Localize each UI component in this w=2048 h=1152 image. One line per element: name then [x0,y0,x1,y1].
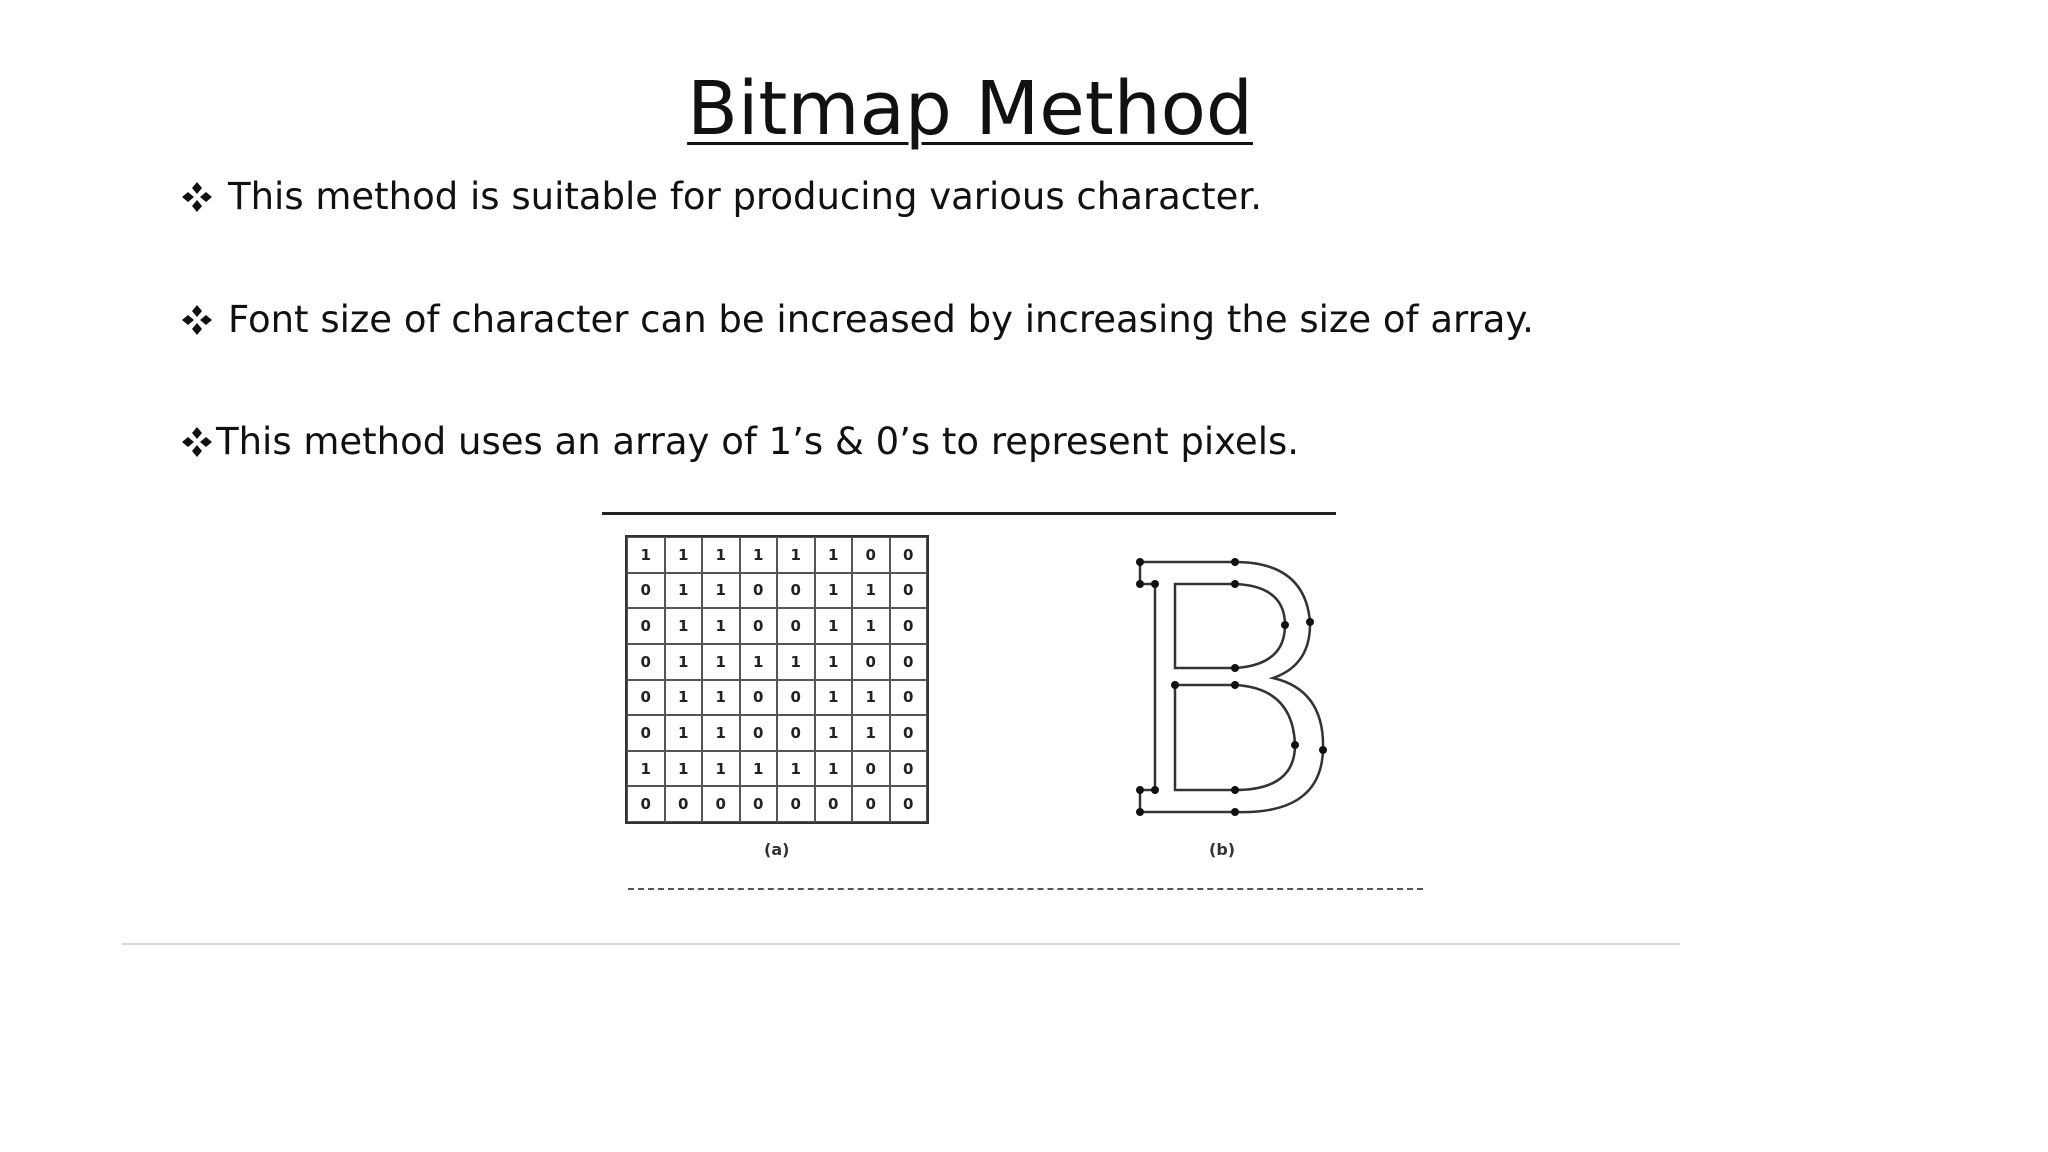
bitmap-cell: 1 [777,644,815,680]
bitmap-cell: 1 [815,644,853,680]
bitmap-cell: 0 [627,715,665,751]
bitmap-cell: 0 [777,715,815,751]
bitmap-cell: 0 [627,786,665,822]
bitmap-cell: 0 [890,573,928,609]
slide-divider [122,943,1680,945]
bitmap-cell: 0 [665,786,703,822]
bitmap-cell: 1 [665,573,703,609]
bitmap-cell: 1 [665,715,703,751]
bitmap-cell: 1 [777,537,815,573]
bitmap-cell: 0 [627,573,665,609]
bitmap-cell: 0 [740,573,778,609]
bitmap-cell: 1 [627,751,665,787]
bitmap-cell: 0 [852,537,890,573]
four-diamond-ornament-icon [180,180,214,214]
slide-title: Bitmap Method [687,66,1253,152]
bitmap-cell: 1 [665,751,703,787]
bitmap-cell: 0 [852,644,890,680]
bitmap-cell: 0 [890,786,928,822]
bitmap-cell: 1 [702,573,740,609]
figure-caption-a: (a) [764,840,790,859]
bitmap-cell: 1 [852,680,890,716]
bitmap-cell: 1 [777,751,815,787]
bitmap-cell: 1 [665,680,703,716]
figure-top-rule [602,512,1336,515]
bitmap-cell: 0 [890,644,928,680]
bitmap-cell: 0 [777,786,815,822]
bullet-item [180,420,1299,464]
bitmap-cell: 0 [852,786,890,822]
bitmap-cell: 0 [890,608,928,644]
bitmap-cell: 0 [852,751,890,787]
bullet-text: This method uses an array of 1’s & 0’s to represent pixels. [216,420,1300,463]
bitmap-cell: 1 [702,608,740,644]
bitmap-cell: 1 [740,537,778,573]
bitmap-cell: 0 [627,644,665,680]
bitmap-cell: 1 [702,537,740,573]
bitmap-cell: 1 [740,644,778,680]
bitmap-cell: 0 [777,573,815,609]
bitmap-cell: 0 [627,608,665,644]
letter-b-outline-figure [1125,550,1345,830]
bullet-item [180,175,1262,219]
bitmap-cell: 1 [815,751,853,787]
bitmap-cell: 1 [815,715,853,751]
bitmap-cell: 0 [777,680,815,716]
bitmap-cell: 0 [890,751,928,787]
bullet-text: Font size of character can be increased by increasing the size of array. [228,298,1534,341]
bitmap-cell: 0 [890,680,928,716]
bitmap-cell: 1 [665,644,703,680]
bitmap-cell: 0 [890,537,928,573]
bitmap-grid [625,535,929,824]
bitmap-cell: 0 [777,608,815,644]
bitmap-cell: 0 [627,680,665,716]
figure-bottom-rule [628,888,1423,890]
bitmap-cell: 0 [740,786,778,822]
bitmap-cell: 0 [815,786,853,822]
bitmap-cell: 1 [665,537,703,573]
bitmap-cell: 1 [702,751,740,787]
bitmap-cell: 0 [740,715,778,751]
bitmap-cell: 1 [702,680,740,716]
bitmap-cell: 0 [890,715,928,751]
bitmap-cell: 1 [702,644,740,680]
bitmap-cell: 1 [815,573,853,609]
figure-caption-b: (b) [1209,840,1236,859]
bitmap-cell: 0 [740,608,778,644]
bitmap-cell: 1 [627,537,665,573]
bitmap-cell: 1 [665,608,703,644]
bitmap-cell: 1 [815,608,853,644]
bitmap-cell: 1 [852,715,890,751]
bitmap-cell: 1 [815,680,853,716]
bitmap-cell: 1 [702,715,740,751]
bullet-text: This method is suitable for producing various character. [228,175,1262,218]
bitmap-cell: 1 [740,751,778,787]
bitmap-cell: 1 [852,573,890,609]
four-diamond-ornament-icon [180,303,214,337]
bitmap-cell: 0 [702,786,740,822]
four-diamond-ornament-icon [180,425,214,459]
bitmap-cell: 1 [852,608,890,644]
bitmap-cell: 1 [815,537,853,573]
bullet-item [180,298,1534,342]
bitmap-cell: 0 [740,680,778,716]
